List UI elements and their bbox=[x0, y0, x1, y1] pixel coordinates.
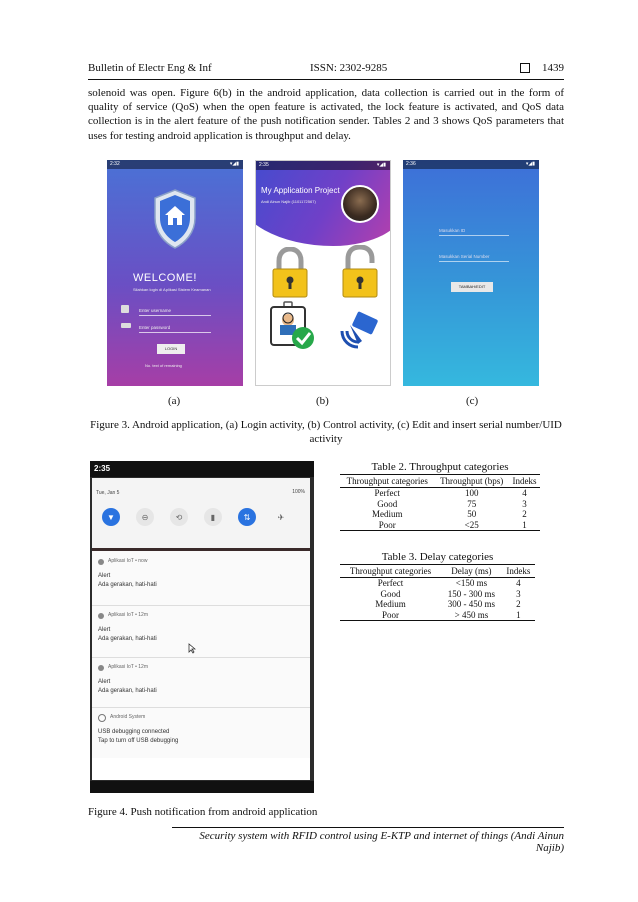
notification-body: Ada gerakan, hati-hati bbox=[98, 688, 157, 694]
quick-tiles bbox=[102, 508, 290, 526]
list-item bbox=[98, 611, 157, 644]
running-header bbox=[88, 62, 564, 78]
phone-control-screenshot bbox=[255, 160, 391, 386]
android-system-icon bbox=[98, 714, 106, 722]
notification-app: Aplikasi IoT • 12m bbox=[108, 664, 149, 670]
list-item bbox=[98, 557, 157, 590]
notification-body: Ada gerakan, hati-hati bbox=[98, 582, 157, 588]
add-edit-button: TAMBAH/EDIT bbox=[451, 282, 493, 292]
divider bbox=[92, 707, 310, 708]
welcome-heading: WELCOME! bbox=[133, 272, 197, 284]
airplane-icon: ✈ bbox=[277, 512, 285, 522]
table-cell: Perfect bbox=[374, 488, 400, 498]
notification-app: Aplikasi IoT • 12m bbox=[108, 612, 149, 618]
table-cell: Medium bbox=[375, 599, 406, 609]
avatar bbox=[341, 185, 379, 223]
page-number-group bbox=[520, 62, 564, 74]
login-footer-text: No. text of remaining bbox=[145, 363, 182, 368]
phone-login-screenshot bbox=[107, 160, 243, 386]
notification-list bbox=[92, 548, 310, 761]
table-cell: 2 bbox=[516, 599, 521, 609]
table-cell: Medium bbox=[371, 509, 403, 519]
app-icon bbox=[98, 613, 104, 619]
status-time: 2:32 bbox=[110, 161, 120, 167]
figure-3-caption: Figure 3. Android application, (a) Login activity, (b) Control activity, (c) Edit and insert serial number/UID activity bbox=[90, 419, 562, 445]
table-row bbox=[340, 499, 540, 510]
journal-name: Bulletin of Electr Eng & Inf bbox=[88, 62, 212, 74]
running-footer: Security system with RFID control using E-KTP and internet of things (Andi Ainun Najib) bbox=[199, 830, 564, 854]
table-3 bbox=[340, 551, 535, 621]
table-cell: Good bbox=[377, 498, 398, 509]
table-cell: 100 bbox=[464, 488, 479, 498]
list-item bbox=[98, 663, 157, 696]
checkbox-square-icon bbox=[520, 63, 530, 73]
table-cell: 4 bbox=[522, 488, 527, 498]
auto-rotate-icon: ⟲ bbox=[170, 508, 188, 526]
battery-saver-icon: ▮ bbox=[204, 508, 222, 526]
table-cell: 1 bbox=[509, 520, 540, 531]
status-bar bbox=[107, 160, 243, 169]
body-paragraph: solenoid was open. Figure 6(b) in the android application, data collection is carried out in the form of quality of service (QoS) when the open feature is activated, the lock feature is activated, and QoS data collection is in the alert feature of the push notification sender. Tables 2 and 3 shows QoS parameters that uses for testing android application is throughput and delay. bbox=[88, 87, 564, 142]
table-cell: 75 bbox=[467, 498, 477, 509]
signal-icon: ▾◢▮ bbox=[525, 161, 535, 167]
username-field: Enter username bbox=[139, 306, 211, 316]
table-cell: > 450 ms bbox=[441, 610, 502, 621]
table-row bbox=[340, 488, 540, 499]
table-row bbox=[340, 610, 535, 621]
subfigure-label-c: (c) bbox=[466, 395, 479, 407]
serial-number-input: Masukkan Serial Number bbox=[439, 252, 509, 262]
table-row bbox=[340, 509, 540, 520]
subfigure-label-a: (a) bbox=[168, 395, 181, 407]
table-cell: 4 bbox=[516, 578, 521, 588]
app-icon bbox=[98, 559, 104, 565]
signal-icon: ▾◢▮ bbox=[229, 161, 239, 167]
table-header: Throughput (bps) bbox=[434, 475, 509, 488]
status-time: 2:35 bbox=[90, 461, 314, 477]
quick-settings-date: Tue, Jan 5 bbox=[96, 490, 120, 496]
shield-home-icon bbox=[151, 188, 199, 250]
mouse-cursor-icon bbox=[188, 643, 196, 654]
table-cell: Poor bbox=[340, 610, 441, 621]
table-header: Indeks bbox=[502, 565, 535, 578]
id-input: Masukkan ID bbox=[439, 226, 509, 236]
password-field: Enter password bbox=[139, 323, 211, 333]
table-cell: 3 bbox=[522, 498, 527, 509]
table-cell: 150 - 300 ms bbox=[447, 588, 496, 599]
table-header: Throughput categories bbox=[340, 565, 441, 578]
status-bar bbox=[403, 160, 539, 169]
id-badge-check-icon bbox=[268, 301, 316, 351]
table-2 bbox=[340, 461, 540, 531]
notification-title: Alert bbox=[98, 573, 111, 579]
table-2-caption: Table 2. Throughput categories bbox=[371, 461, 509, 473]
footer-rule bbox=[172, 827, 564, 828]
subfigure-label-b: (b) bbox=[316, 395, 329, 407]
table-cell: <25 bbox=[434, 520, 509, 531]
table-cell: 300 - 450 ms bbox=[447, 599, 496, 609]
divider bbox=[92, 605, 310, 606]
battery-level: 100% bbox=[292, 489, 305, 495]
navigation-bar bbox=[90, 781, 314, 793]
notification-title: Alert bbox=[98, 627, 111, 633]
notification-title: USB debugging connected bbox=[98, 729, 170, 735]
table-row bbox=[340, 599, 535, 610]
notification-app: Aplikasi IoT • now bbox=[108, 558, 148, 564]
table-row bbox=[340, 578, 535, 589]
table-cell: 3 bbox=[516, 588, 521, 599]
figure-4-caption: Figure 4. Push notification from android application bbox=[88, 806, 318, 818]
page-number: 1439 bbox=[542, 62, 564, 74]
table-cell: Poor bbox=[340, 520, 434, 531]
table-header: Delay (ms) bbox=[441, 565, 502, 578]
table-cell: 1 bbox=[502, 610, 535, 621]
table-cell: 50 bbox=[467, 509, 477, 519]
table-3-caption: Table 3. Delay categories bbox=[381, 551, 494, 563]
lock-open-icon bbox=[338, 245, 382, 299]
lock-closed-icon bbox=[270, 247, 310, 299]
welcome-subtitle: Silahkan login di Aplikasi Sistem Keamanan bbox=[133, 287, 211, 292]
notification-body: Ada gerakan, hati-hati bbox=[98, 636, 157, 642]
signal-icon: ▾◢▮ bbox=[376, 162, 386, 168]
table-row bbox=[340, 520, 540, 531]
table-cell: Perfect bbox=[377, 578, 404, 588]
data-transfer-icon: ⇅ bbox=[238, 508, 256, 526]
header-rule bbox=[88, 79, 564, 80]
notification-shade-screenshot bbox=[90, 461, 314, 793]
table-cell: <150 ms bbox=[455, 578, 488, 588]
user-icon bbox=[121, 305, 129, 313]
table-cell: 2 bbox=[522, 509, 527, 519]
status-bar bbox=[256, 161, 390, 170]
status-time: 2:36 bbox=[406, 161, 416, 167]
status-time: 2:35 bbox=[259, 162, 269, 168]
login-button: LOGIN bbox=[157, 344, 185, 354]
table-header: Throughput categories bbox=[340, 475, 434, 488]
list-item bbox=[98, 713, 178, 746]
notification-body: Tap to turn off USB debugging bbox=[98, 738, 179, 744]
app-icon bbox=[98, 665, 104, 671]
table-cell: Good bbox=[380, 588, 401, 599]
app-title: My Application Project bbox=[261, 186, 340, 195]
table-header: Indeks bbox=[509, 475, 540, 488]
notification-title: Alert bbox=[98, 679, 111, 685]
table-row bbox=[340, 589, 535, 600]
notification-app: Android System bbox=[110, 714, 146, 720]
issn: ISSN: 2302-9285 bbox=[310, 62, 388, 74]
quick-settings-panel bbox=[92, 478, 310, 548]
author-name: Andi Ainun Najib (1101172567) bbox=[261, 199, 316, 204]
divider bbox=[92, 657, 310, 658]
rfid-tap-icon bbox=[336, 311, 380, 351]
phone-edit-serial-screenshot bbox=[403, 160, 539, 386]
wifi-icon: ▼ bbox=[102, 508, 120, 526]
key-icon bbox=[121, 323, 131, 328]
do-not-disturb-icon: ⊖ bbox=[136, 508, 154, 526]
reply-area bbox=[92, 758, 310, 780]
